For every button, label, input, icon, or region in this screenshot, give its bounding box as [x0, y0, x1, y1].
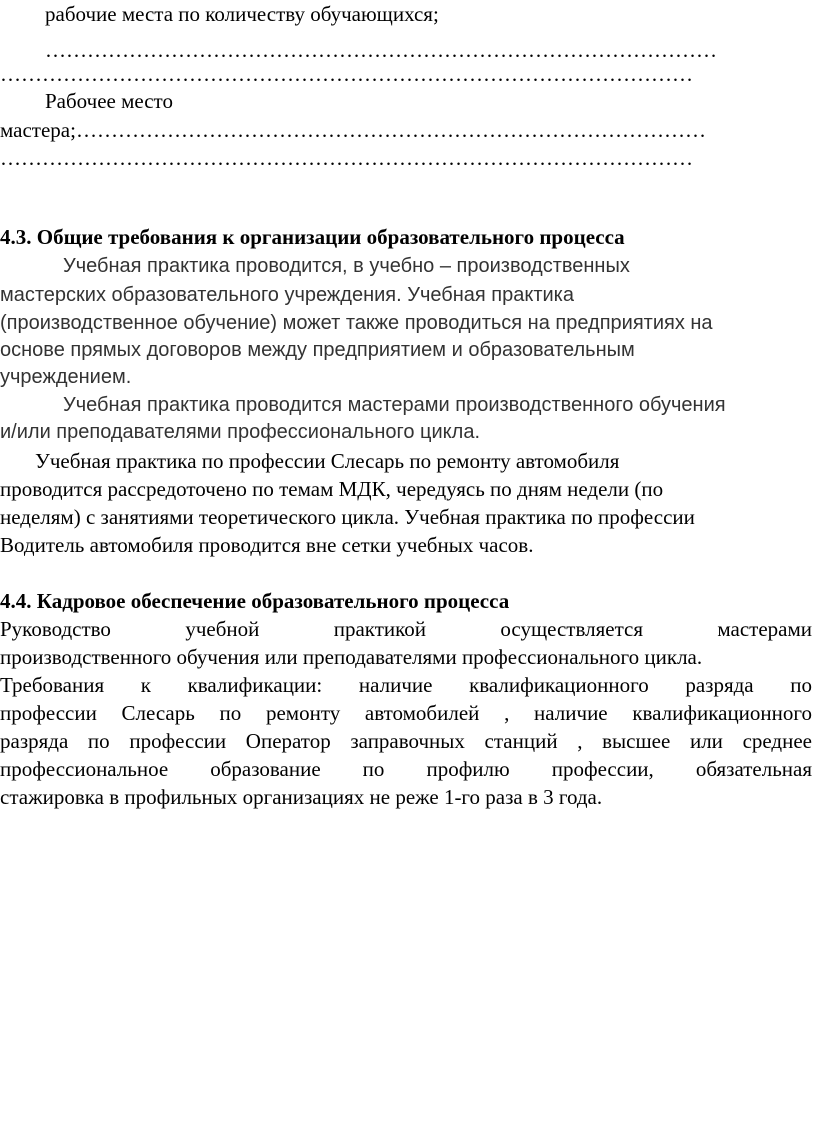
paragraph-line: проводится рассредоточено по темам МДК, чередуясь по дням недели (по — [0, 477, 664, 501]
paragraph-line: стажировка в профильных организациях не реже 1-го раза в 3 года. — [0, 785, 603, 809]
paragraph-line: профессиональное образование по профилю профессии, обязательная — [0, 757, 812, 781]
dotted-line: ……………………………………………………………………………………… — [0, 62, 693, 86]
paragraph-line: Водитель автомобиля проводится вне сетки учебных часов. — [0, 533, 534, 557]
text-line: Рабочее место — [45, 89, 173, 113]
paragraph-line: Учебная практика проводится, в учебно – производственных — [63, 255, 630, 277]
paragraph-line: Учебная практика по профессии Слесарь по ремонту автомобиля — [35, 449, 620, 473]
text-line: рабочие места по количеству обучающихся; — [45, 2, 439, 26]
paragraph-line: Учебная практика проводится мастерами производственного обучения — [63, 394, 726, 416]
section-heading-4-4: 4.4. Кадровое обеспечение образовательного процесса — [0, 589, 510, 613]
paragraph-line: производственного обучения или преподавателями профессионального цикла. — [0, 645, 703, 669]
paragraph-line: неделям) с занятиями теоретического цикла. Учебная практика по профессии — [0, 505, 695, 529]
paragraph-line: и/или преподавателями профессионального цикла. — [0, 421, 480, 443]
paragraph-line: Руководство учебной практикой осуществляется мастерами — [0, 617, 812, 641]
section-heading-4-3: 4.3. Общие требования к организации образовательного процесса — [0, 225, 625, 249]
paragraph-line: основе прямых договоров между предприятием и образовательным — [0, 339, 635, 361]
text-line: мастера;……………………………………………………………………………… — [0, 118, 706, 142]
paragraph-line: разряда по профессии Оператор заправочных станций , высшее или среднее — [0, 729, 812, 753]
paragraph-line: Требования к квалификации: наличие квалификационного разряда по — [0, 673, 812, 697]
paragraph-line: учреждением. — [0, 366, 132, 388]
paragraph-line: (производственное обучение) может также проводиться на предприятиях на — [0, 312, 713, 334]
paragraph-line: профессии Слесарь по ремонту автомобилей , наличие квалификационного — [0, 701, 812, 725]
dotted-line: …………………………………………………………………………………… — [45, 38, 717, 62]
paragraph-line: мастерских образовательного учреждения. Учебная практика — [0, 284, 574, 306]
dotted-line: ……………………………………………………………………………………… — [0, 146, 693, 170]
